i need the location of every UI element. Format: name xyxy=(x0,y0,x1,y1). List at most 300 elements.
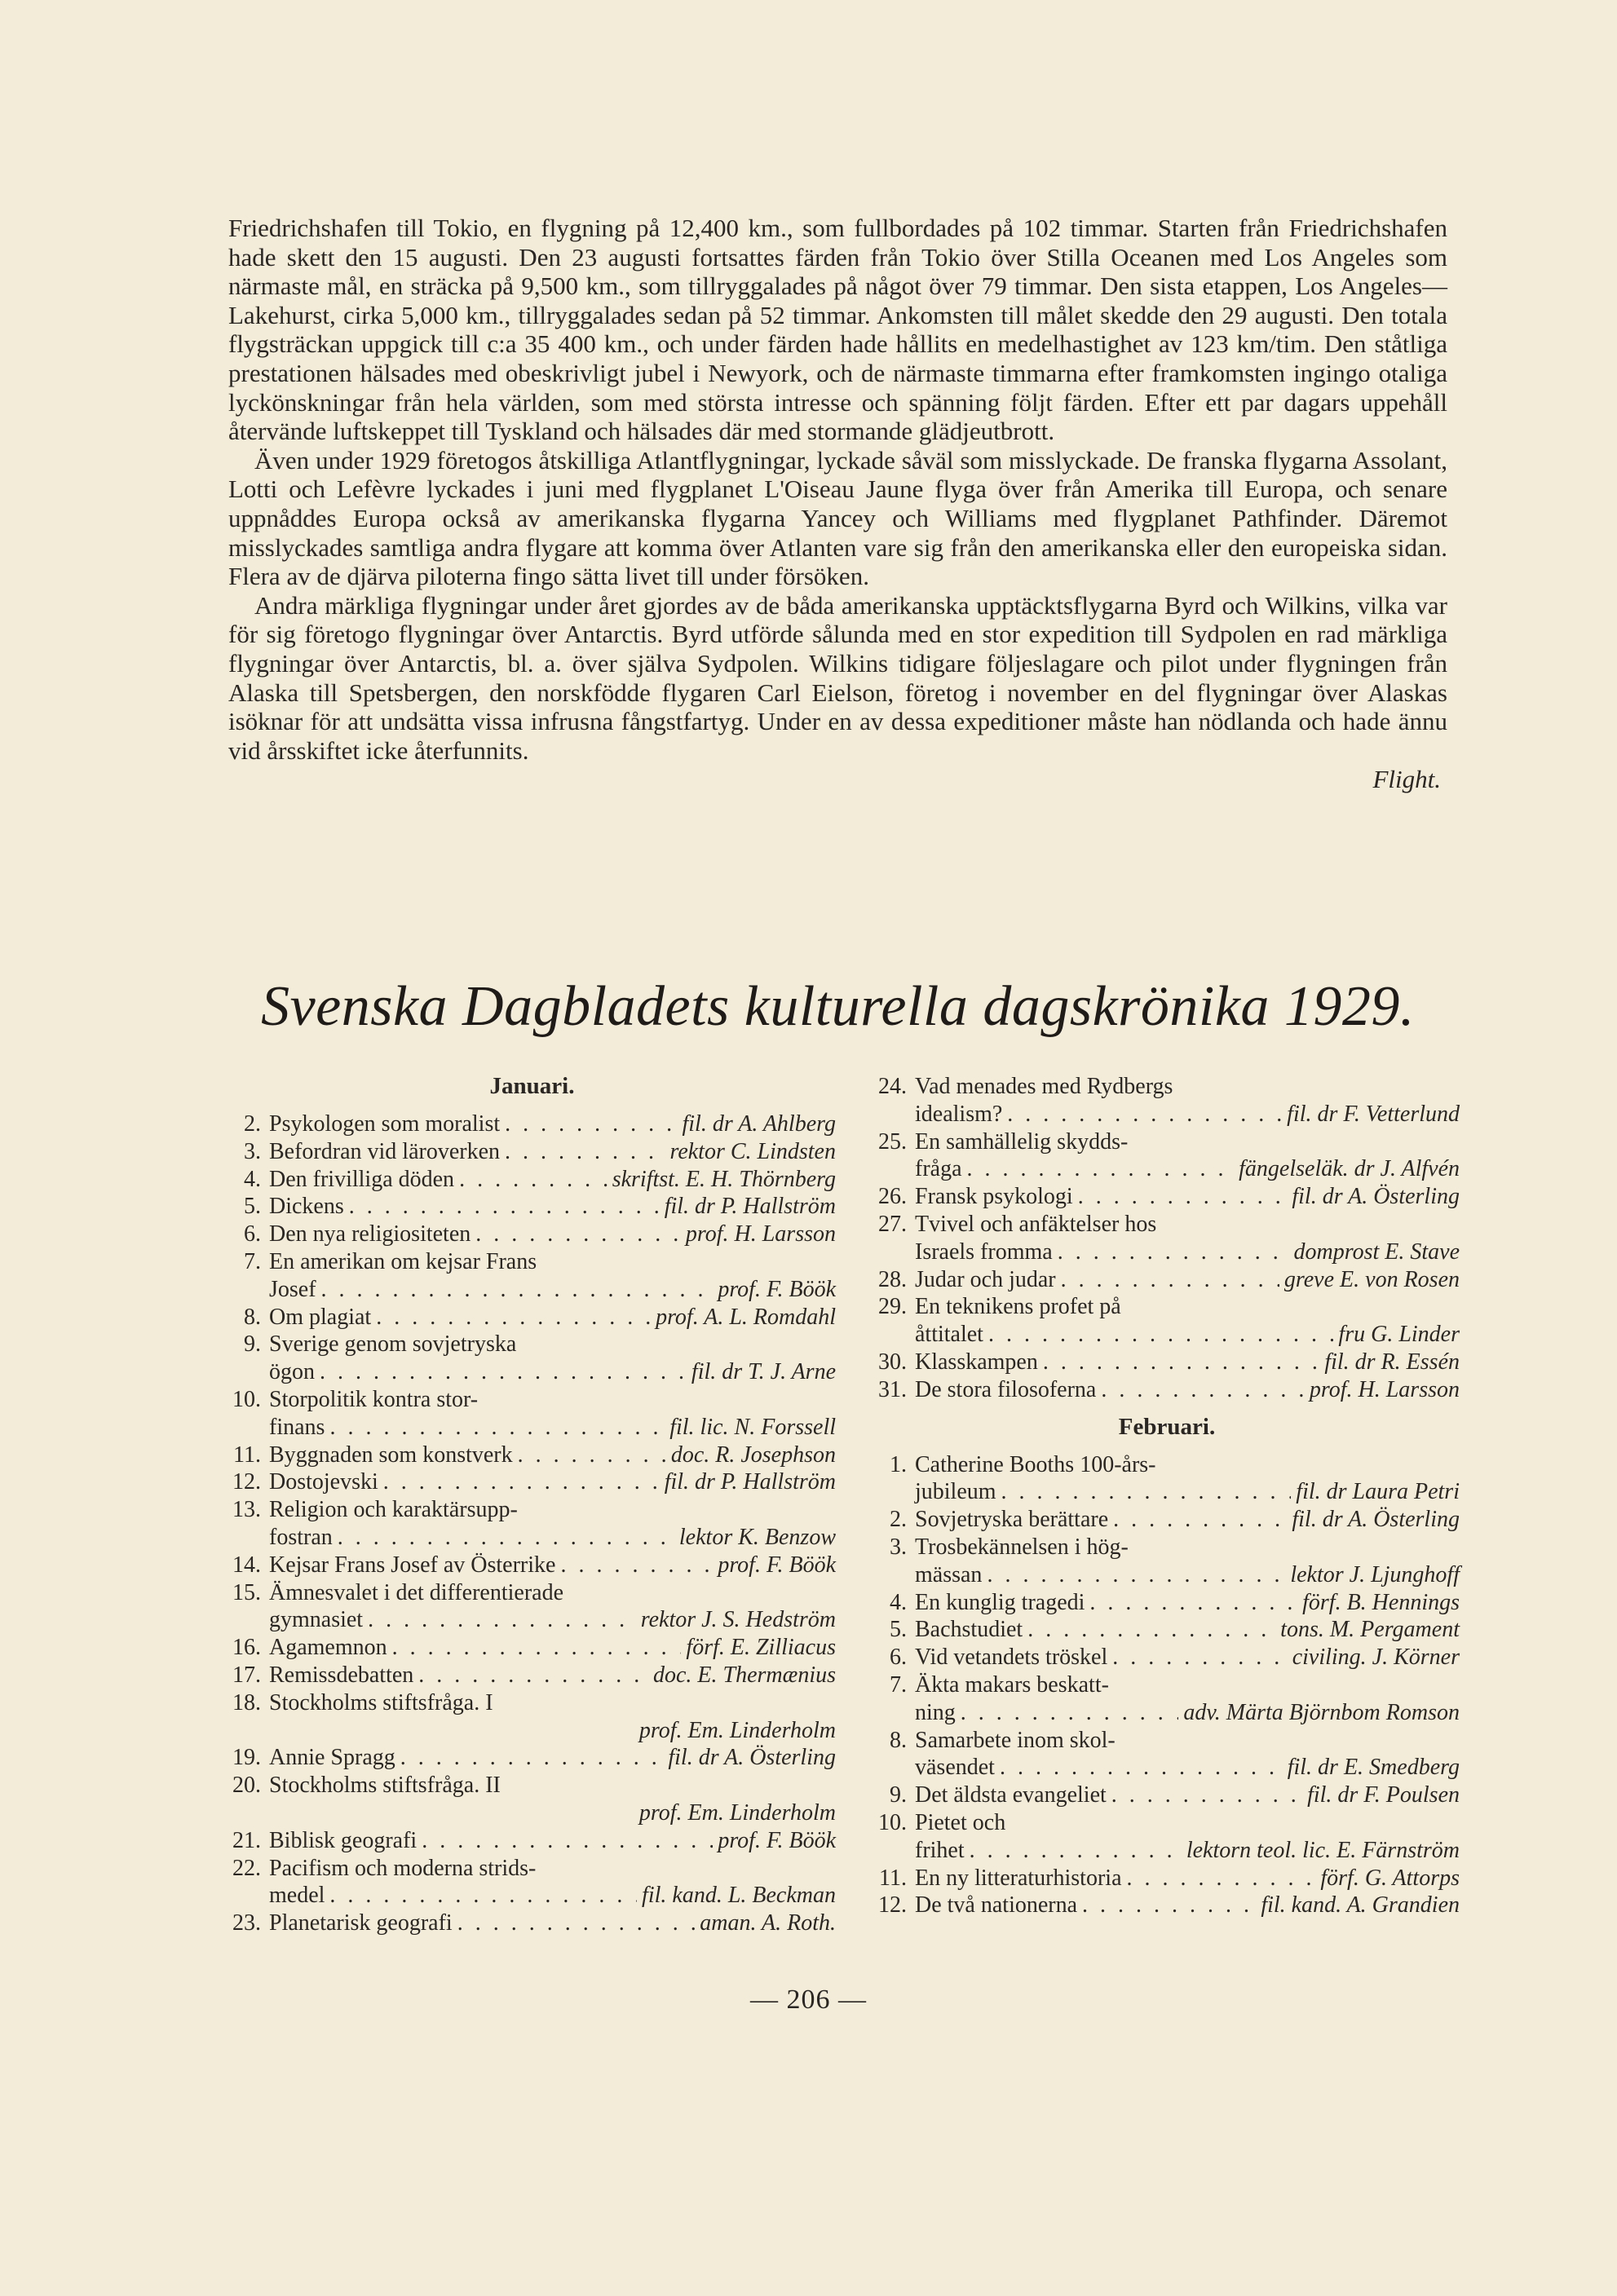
entry-number: 13. xyxy=(232,1497,261,1523)
entry-line xyxy=(915,1266,1460,1294)
entry-number: 3. xyxy=(890,1534,907,1560)
entry-line xyxy=(269,1910,836,1937)
entry-line xyxy=(915,1561,1460,1589)
entry-title: Dostojevski xyxy=(269,1469,378,1495)
entry-title: Pietet och xyxy=(915,1809,1006,1835)
entry-number: 7. xyxy=(890,1671,907,1698)
list-item xyxy=(874,1506,1460,1534)
entry-number: 28. xyxy=(878,1266,907,1292)
entry-number: 9. xyxy=(890,1782,907,1808)
entry-line xyxy=(915,1478,1460,1506)
dot-leader xyxy=(1078,1183,1288,1211)
list-item xyxy=(228,1634,836,1662)
entry-line xyxy=(915,1321,1460,1349)
entry-author: fil. dr T. J. Arne xyxy=(691,1359,836,1385)
entry-title: gymnasiet xyxy=(269,1607,364,1633)
dot-leader xyxy=(1127,1865,1316,1892)
entry-body xyxy=(269,1221,836,1248)
list-item xyxy=(228,1689,836,1745)
entry-title: Byggnaden som konstverk xyxy=(269,1442,513,1468)
list-item xyxy=(228,1827,836,1855)
entry-body xyxy=(269,1442,836,1469)
dot-leader xyxy=(988,1321,1333,1349)
entry-title: medel xyxy=(269,1883,325,1909)
list-item xyxy=(228,1579,836,1635)
entry-body xyxy=(915,1183,1460,1211)
entry-number: 25. xyxy=(878,1128,907,1155)
entry-body xyxy=(915,1616,1460,1644)
article-source: Flight. xyxy=(1372,765,1441,794)
dot-leader xyxy=(1007,1101,1282,1128)
entry-title: Om plagiat xyxy=(269,1304,372,1330)
entry-body xyxy=(269,1166,836,1194)
entry-number: 24. xyxy=(878,1074,907,1099)
entry-body xyxy=(915,1376,1460,1404)
entry-title: Annie Spragg xyxy=(269,1745,395,1771)
entry-line xyxy=(269,1855,836,1883)
entry-title: Agamemnon xyxy=(269,1635,387,1661)
entry-author: fil. kand. A. Grandien xyxy=(1261,1892,1460,1918)
entry-number: 19. xyxy=(232,1745,261,1771)
list-item xyxy=(874,1073,1460,1128)
entry-title: En kunglig tragedi xyxy=(915,1589,1085,1615)
list-item xyxy=(228,1110,836,1138)
entry-author: fil. dr A. Ahlberg xyxy=(682,1111,836,1137)
entry-body xyxy=(915,1506,1460,1534)
entry-number: 5. xyxy=(244,1194,261,1220)
entry-title: Catherine Booths 100-års- xyxy=(915,1451,1156,1477)
entry-number: 27. xyxy=(878,1211,907,1237)
entry-body xyxy=(915,1809,1460,1865)
list-item xyxy=(228,1138,836,1166)
entry-line xyxy=(915,1616,1460,1644)
dot-leader xyxy=(349,1193,660,1221)
dot-leader xyxy=(338,1524,674,1552)
entry-line xyxy=(915,1699,1460,1727)
entry-number: 6. xyxy=(244,1221,261,1247)
entry-title: En samhällelig skydds- xyxy=(915,1128,1129,1155)
dot-leader xyxy=(560,1552,713,1579)
entry-title: ning xyxy=(915,1699,956,1725)
entry-title: mässan xyxy=(915,1561,983,1587)
entry-author: fil. lic. N. Forssell xyxy=(669,1414,836,1440)
dot-leader xyxy=(505,1110,677,1138)
entry-author: doc. R. Josephson xyxy=(670,1442,836,1468)
entry-title: fråga xyxy=(915,1156,962,1182)
entry-line xyxy=(915,1128,1460,1156)
list-item xyxy=(874,1451,1460,1507)
dot-leader xyxy=(1001,1478,1292,1506)
list-item xyxy=(228,1193,836,1221)
entry-title: En ny litteraturhistoria xyxy=(915,1865,1122,1891)
list-item xyxy=(228,1772,836,1827)
entry-author: skriftst. E. H. Thörnberg xyxy=(612,1166,836,1192)
entry-body xyxy=(269,1110,836,1138)
entry-line xyxy=(915,1782,1460,1809)
entry-number: 11. xyxy=(233,1442,261,1468)
entry-line xyxy=(269,1248,836,1276)
entry-line xyxy=(915,1239,1460,1266)
dot-leader xyxy=(376,1304,651,1331)
list-item xyxy=(228,1496,836,1552)
entry-author: fil. dr Laura Petri xyxy=(1296,1479,1460,1505)
entry-title: Samarbete inom skol- xyxy=(915,1727,1116,1753)
entry-body xyxy=(915,1349,1460,1376)
entry-author: rektor C. Lindsten xyxy=(669,1138,836,1164)
entry-line xyxy=(269,1468,836,1496)
entry-line xyxy=(915,1155,1460,1183)
entry-title: Sverige genom sovjetryska xyxy=(269,1331,517,1358)
dot-leader xyxy=(1082,1892,1256,1919)
entry-body xyxy=(269,1304,836,1331)
entry-number: 8. xyxy=(244,1304,261,1330)
entry-number: 23. xyxy=(232,1910,261,1936)
entry-number: 5. xyxy=(890,1617,907,1643)
entry-title: Ämnesvalet i det differentierade xyxy=(269,1579,563,1605)
dot-leader xyxy=(1111,1782,1302,1809)
list-item xyxy=(874,1727,1460,1782)
entry-line xyxy=(269,1772,836,1799)
entry-author: domprost E. Stave xyxy=(1293,1239,1460,1265)
entry-author: prof. F. Böök xyxy=(718,1827,836,1853)
entry-line xyxy=(269,1166,836,1194)
entry-author: fil. dr F. Poulsen xyxy=(1307,1782,1460,1808)
entry-line xyxy=(269,1579,836,1607)
entry-number: 10. xyxy=(232,1386,261,1412)
dot-leader xyxy=(1061,1266,1279,1294)
entry-body xyxy=(269,1634,836,1662)
entry-title: Vid vetandets tröskel xyxy=(915,1645,1108,1671)
list-item xyxy=(228,1166,836,1194)
entry-title: Israels fromma xyxy=(915,1239,1053,1265)
entry-line xyxy=(269,1358,836,1386)
entry-author: fil. kand. L. Beckman xyxy=(642,1883,836,1909)
entry-author: adv. Märta Björnbom Romson xyxy=(1183,1699,1460,1725)
entry-line xyxy=(915,1727,1460,1755)
entry-number: 20. xyxy=(232,1773,261,1799)
list-item xyxy=(228,1468,836,1496)
entry-body xyxy=(269,1662,836,1689)
article-paragraph: Friedrichshafen till Tokio, en flygning på 12,400 km., som fullbordades på 102 timmar. Starten från Friedrichshafen hade skett den 15 augusti. Den 23 augusti fortsattes färden från Tokio över Stilla Oceanen med Los Angeles som närmaste mål, en sträcka på 9,500 km., som tillryggalades på något över 79 timmar. Den sista etappen, Los Angeles—Lakehurst, cirka 5,000 km., tillryggalades sedan på 52 timmar. Ankomsten till målet skedde den 29 augusti. Den totala flygsträckan uppgick till c:a 35 400 km., och under färden hade hållits en medelhastighet av 123 km/tim. Den ståtliga prestationen hälsades med obeskrivligt jubel i Newyork, och de närmaste timmarna efter framkomsten ingingo otaliga lyckönskningar från hela världen, som med största intresse och spänning följt färden. Efter ett par dagars uppehåll återvände luftskeppet till Tyskland och hälsades där med stormande glädjeutbrott. xyxy=(228,214,1447,446)
entry-body xyxy=(269,1772,836,1827)
entry-title: Den frivilliga döden xyxy=(269,1166,455,1192)
entry-line xyxy=(915,1671,1460,1699)
list-item xyxy=(874,1671,1460,1727)
entry-line xyxy=(915,1589,1460,1617)
dot-leader xyxy=(1027,1616,1275,1644)
entry-line xyxy=(915,1073,1460,1101)
entry-body xyxy=(915,1589,1460,1617)
list-item xyxy=(228,1855,836,1910)
entry-line xyxy=(915,1349,1460,1376)
entry-number: 7. xyxy=(244,1248,261,1274)
entry-title: En teknikens profet på xyxy=(915,1294,1121,1320)
entry-number: 21. xyxy=(232,1827,261,1853)
entry-title: Remissdebatten xyxy=(269,1662,414,1688)
entry-body xyxy=(269,1248,836,1304)
entry-line xyxy=(269,1524,836,1552)
entry-line xyxy=(915,1101,1460,1128)
entry-title: Judar och judar xyxy=(915,1266,1056,1292)
entry-body xyxy=(269,1386,836,1442)
entry-body xyxy=(269,1552,836,1579)
dot-leader xyxy=(422,1827,713,1855)
dot-leader xyxy=(967,1155,1235,1183)
list-item xyxy=(874,1266,1460,1294)
entry-number: 31. xyxy=(878,1376,907,1402)
entry-line xyxy=(269,1221,836,1248)
list-item xyxy=(228,1442,836,1469)
dot-leader xyxy=(961,1699,1179,1727)
list-item xyxy=(874,1534,1460,1589)
entry-line xyxy=(915,1644,1460,1671)
entry-number: 8. xyxy=(890,1727,907,1753)
list-item xyxy=(228,1304,836,1331)
entry-body xyxy=(915,1293,1460,1349)
entry-title: Religion och karaktärsupp- xyxy=(269,1497,518,1523)
entry-line xyxy=(269,1662,836,1689)
entry-author: förf. G. Attorps xyxy=(1320,1865,1460,1891)
list-item xyxy=(874,1376,1460,1404)
entry-body xyxy=(915,1865,1460,1892)
entry-title: Stockholms stiftsfråga. II xyxy=(269,1773,501,1799)
entry-body xyxy=(915,1073,1460,1128)
list-item xyxy=(874,1644,1460,1671)
dot-leader xyxy=(392,1634,682,1662)
entry-list-februari xyxy=(874,1451,1460,1920)
entry-line xyxy=(269,1634,836,1662)
dot-leader xyxy=(368,1606,636,1634)
entry-author: lektor J. Ljunghoff xyxy=(1290,1561,1460,1587)
dot-leader xyxy=(1058,1239,1289,1266)
entry-line xyxy=(269,1276,836,1304)
entry-line xyxy=(269,1496,836,1524)
list-item xyxy=(874,1349,1460,1376)
entry-body xyxy=(269,1496,836,1552)
dot-leader xyxy=(1089,1589,1297,1617)
section-heading: Svenska Dagbladets kulturella dagskrönika 1929. xyxy=(261,975,1415,1038)
entry-author: greve E. von Rosen xyxy=(1283,1266,1460,1292)
entry-body xyxy=(269,1827,836,1855)
dot-leader xyxy=(400,1744,664,1772)
entry-line xyxy=(915,1837,1460,1865)
entry-title: Bachstudiet xyxy=(915,1617,1023,1643)
entry-body xyxy=(915,1782,1460,1809)
entry-body xyxy=(915,1892,1460,1919)
entry-line xyxy=(915,1376,1460,1404)
entry-body xyxy=(269,1689,836,1745)
dot-leader xyxy=(1113,1506,1287,1534)
entry-body xyxy=(915,1727,1460,1782)
entry-author: prof. H. Larsson xyxy=(685,1221,836,1247)
entry-line xyxy=(915,1506,1460,1534)
entry-body xyxy=(915,1211,1460,1266)
entry-line xyxy=(269,1882,836,1910)
entry-title: Biblisk geografi xyxy=(269,1827,418,1853)
entry-title: Det äldsta evangeliet xyxy=(915,1782,1107,1808)
entry-author-line xyxy=(269,1799,836,1827)
entry-number: 14. xyxy=(232,1552,261,1578)
entry-title: En amerikan om kejsar Frans xyxy=(269,1248,537,1274)
entry-title: jubileum xyxy=(915,1479,996,1505)
entry-line xyxy=(269,1442,836,1469)
entry-author: prof. H. Larsson xyxy=(1309,1376,1460,1402)
entry-line xyxy=(269,1304,836,1331)
entry-body xyxy=(915,1534,1460,1589)
entry-line xyxy=(269,1689,836,1717)
list-item xyxy=(228,1331,836,1386)
entry-author: fil. dr F. Vetterlund xyxy=(1287,1101,1460,1127)
entry-title: Vad menades med Rydbergs xyxy=(915,1074,1173,1099)
entry-title: De två nationerna xyxy=(915,1892,1078,1918)
entry-author: prof. A. L. Romdahl xyxy=(656,1304,836,1330)
entry-author: fil. dr A. Österling xyxy=(668,1745,836,1771)
list-item xyxy=(874,1809,1460,1865)
entry-title: finans xyxy=(269,1414,325,1440)
entry-line xyxy=(269,1744,836,1772)
list-item xyxy=(228,1662,836,1689)
entry-line xyxy=(269,1414,836,1442)
dot-leader xyxy=(475,1221,681,1248)
entry-number: 1. xyxy=(890,1451,907,1477)
month-heading-januari: Januari. xyxy=(489,1073,575,1099)
entry-title: Befordran vid läroverken xyxy=(269,1138,500,1164)
entry-list-januari-continued xyxy=(874,1073,1460,1404)
entry-title: De stora filosoferna xyxy=(915,1376,1097,1402)
entry-number: 18. xyxy=(232,1689,261,1715)
entry-author: fil. dr R. Essén xyxy=(1324,1349,1460,1375)
entry-title: Pacifism och moderna strids- xyxy=(269,1855,537,1881)
list-item xyxy=(874,1782,1460,1809)
entry-body xyxy=(269,1468,836,1496)
entry-title: Planetarisk geografi xyxy=(269,1910,453,1936)
entry-number: 15. xyxy=(232,1579,261,1605)
entry-title: åttitalet xyxy=(915,1322,983,1348)
entry-body xyxy=(915,1451,1460,1507)
entry-author: prof. F. Böök xyxy=(718,1552,836,1578)
entry-line xyxy=(915,1183,1460,1211)
list-item xyxy=(874,1293,1460,1349)
entry-number: 12. xyxy=(232,1469,261,1495)
entry-line xyxy=(915,1892,1460,1919)
entry-number: 9. xyxy=(244,1331,261,1358)
entry-body xyxy=(915,1644,1460,1671)
entry-author: prof. Em. Linderholm xyxy=(638,1799,836,1826)
entry-number: 26. xyxy=(878,1184,907,1210)
entry-author: rektor J. S. Hedström xyxy=(640,1607,836,1633)
entry-body xyxy=(915,1128,1460,1184)
dot-leader xyxy=(518,1442,666,1469)
entry-title: Fransk psykologi xyxy=(915,1184,1073,1210)
entry-number: 17. xyxy=(232,1662,261,1688)
entry-line xyxy=(915,1451,1460,1479)
dot-leader xyxy=(329,1882,637,1910)
entry-title: idealism? xyxy=(915,1101,1003,1127)
entry-author: förf. B. Hennings xyxy=(1302,1589,1460,1615)
entry-author: fil. dr A. Österling xyxy=(1292,1507,1460,1533)
entry-title: frihet xyxy=(915,1837,965,1863)
entry-title: ögon xyxy=(269,1359,315,1385)
dot-leader xyxy=(505,1138,665,1166)
entry-author: aman. A. Roth. xyxy=(700,1910,836,1936)
entry-title: Josef xyxy=(269,1276,316,1302)
dot-leader xyxy=(987,1561,1285,1589)
dot-leader xyxy=(321,1276,714,1304)
entry-author: civiling. J. Körner xyxy=(1292,1645,1460,1671)
list-item xyxy=(228,1386,836,1442)
dot-leader xyxy=(457,1910,696,1937)
list-item xyxy=(874,1616,1460,1644)
entry-line xyxy=(269,1331,836,1358)
list-item xyxy=(228,1248,836,1304)
article-paragraph: Även under 1929 företogos åtskilliga Atlantflygningar, lyckade såväl som misslyckade. De franska flygarna Assolant, Lotti och Lefèvre lyckades i juni med flygplanet L'Oiseau Jaune flyga över från Amerika till Europa, och senare uppnåddes Europa också av amerikanska flygarna Yancey och Williams med flygplanet Pathfinder. Däremot misslyckades samtliga andra flygare att komma över Atlanten vare sig från den amerikanska eller den europeiska sidan. Flera av de djärva piloterna fingo sätta livet till under försöken. xyxy=(228,445,1447,591)
dot-leader xyxy=(970,1837,1182,1865)
entry-author: fil. dr P. Hallström xyxy=(664,1194,836,1220)
entry-line xyxy=(269,1552,836,1579)
entry-line xyxy=(915,1211,1460,1239)
entry-author: prof. F. Böök xyxy=(718,1276,836,1302)
entry-body xyxy=(269,1910,836,1937)
entry-body xyxy=(269,1193,836,1221)
entry-author: lektor K. Benzow xyxy=(678,1524,836,1550)
entry-author: fru G. Linder xyxy=(1338,1322,1460,1348)
entry-author: doc. E. Thermænius xyxy=(653,1662,836,1688)
entry-line xyxy=(269,1606,836,1634)
entry-body xyxy=(269,1138,836,1166)
dot-leader xyxy=(1000,1754,1283,1782)
entry-title: Storpolitik kontra stor- xyxy=(269,1386,479,1412)
entry-body xyxy=(915,1266,1460,1294)
column-left xyxy=(228,1073,836,1937)
entry-number: 6. xyxy=(890,1645,907,1671)
entry-number: 29. xyxy=(878,1294,907,1320)
entry-line xyxy=(269,1138,836,1166)
entry-line xyxy=(269,1827,836,1855)
entry-number: 22. xyxy=(232,1855,261,1881)
list-item xyxy=(228,1910,836,1937)
entry-title: Äkta makars beskatt- xyxy=(915,1671,1109,1698)
dot-leader xyxy=(320,1358,687,1386)
entry-body xyxy=(915,1671,1460,1727)
entry-number: 10. xyxy=(878,1809,907,1835)
entry-title: väsendet xyxy=(915,1755,995,1781)
entry-author: förf. E. Zilliacus xyxy=(686,1635,836,1661)
entry-number: 2. xyxy=(244,1111,261,1137)
entry-author: lektorn teol. lic. E. Färnström xyxy=(1186,1837,1460,1863)
list-item xyxy=(228,1221,836,1248)
entry-author: fil. dr A. Österling xyxy=(1292,1184,1460,1210)
column-right xyxy=(874,1073,1460,1919)
entry-line xyxy=(915,1809,1460,1837)
entry-author-line xyxy=(269,1717,836,1745)
dot-leader xyxy=(1112,1644,1287,1671)
entry-author: fil. dr P. Hallström xyxy=(664,1469,836,1495)
entry-title: fostran xyxy=(269,1524,333,1550)
entry-author: fil. dr E. Smedberg xyxy=(1287,1755,1460,1781)
list-item xyxy=(874,1865,1460,1892)
entry-line xyxy=(269,1193,836,1221)
entry-title: Psykologen som moralist xyxy=(269,1111,501,1137)
entry-number: 16. xyxy=(232,1635,261,1661)
month-heading-februari: Februari. xyxy=(1118,1413,1216,1440)
entry-title: Sovjetryska berättare xyxy=(915,1507,1109,1533)
list-item xyxy=(228,1744,836,1772)
article xyxy=(228,214,1447,794)
entry-body xyxy=(269,1744,836,1772)
entry-body xyxy=(269,1331,836,1386)
entry-title: Dickens xyxy=(269,1194,344,1220)
entry-line xyxy=(915,1534,1460,1561)
